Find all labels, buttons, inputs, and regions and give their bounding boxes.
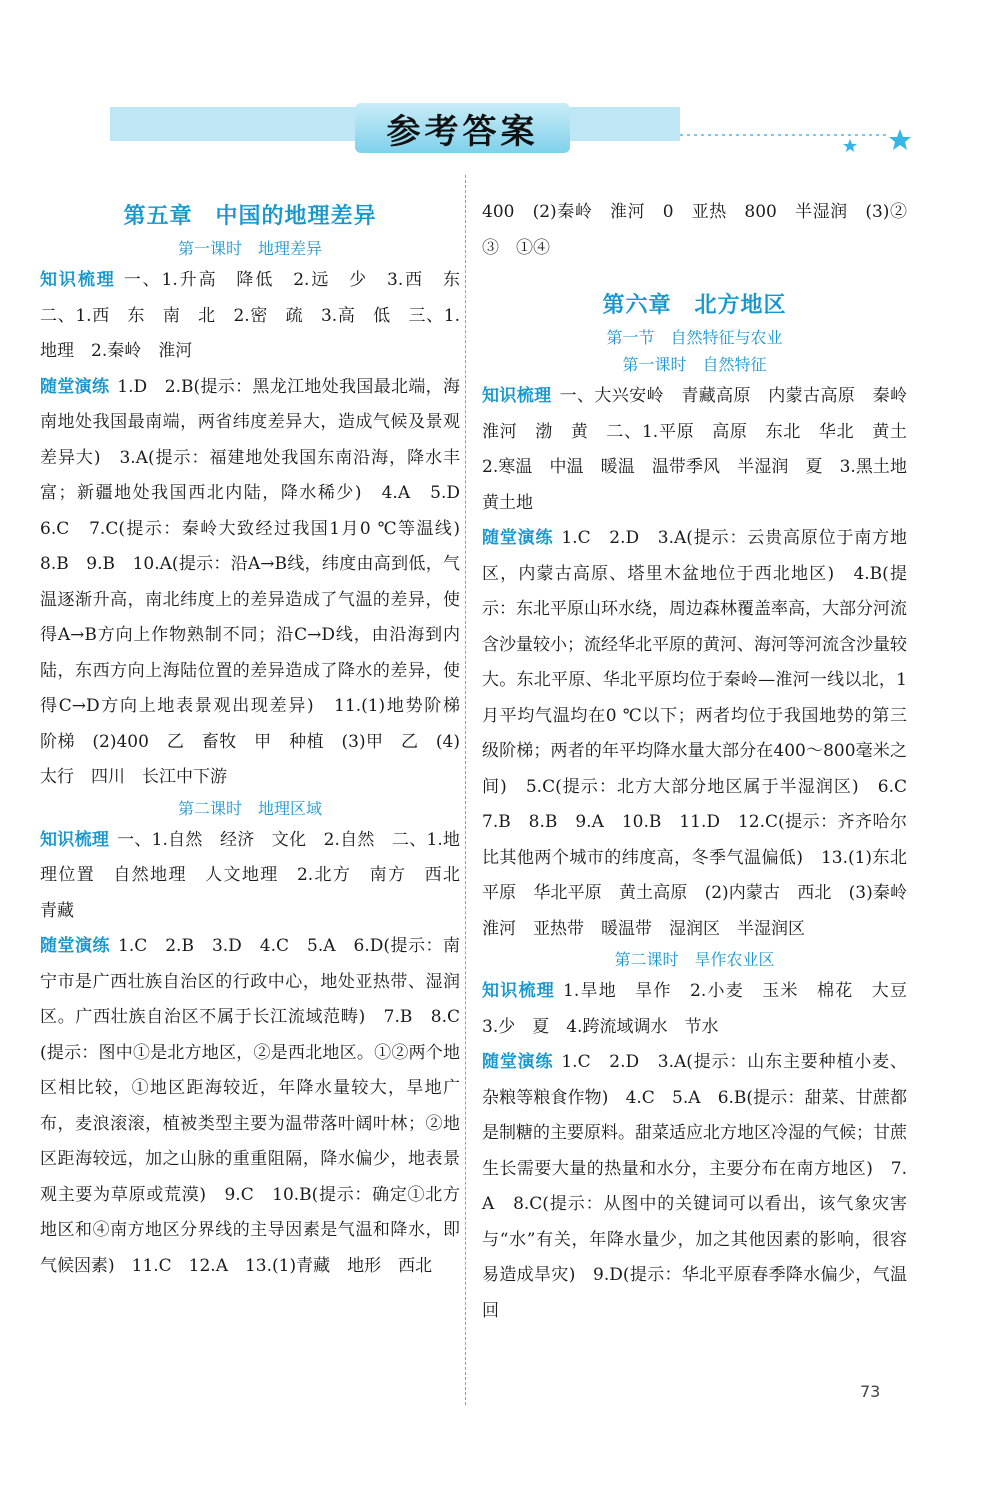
- knowledge-block: [482, 974, 924, 1045]
- section-title: 第一节 自然特征与农业: [606, 328, 783, 347]
- knowledge-block: [40, 823, 477, 930]
- lesson-title: 第一课时 自然特征: [622, 355, 767, 374]
- continued-text: 400 (2)秦岭 淮河 0 亚热 800 半湿润 (3)②③ ①④: [482, 202, 907, 258]
- knowledge-text: 一、1.升高 降低 2.远 少 3.西 东 二、1.西 东 南 北 2.密 疏 3.高 低 三、1.地理 2.秦岭 淮河: [40, 270, 477, 361]
- lesson-title: 第二课时 地理区域: [177, 798, 322, 818]
- knowledge-text: 1.旱地 旱作 2.小麦 玉米 棉花 大豆 3.少 夏 4.跨流域调水 节水: [482, 981, 924, 1037]
- practice-block: [482, 521, 924, 947]
- knowledge-text: 一、1.自然 经济 文化 2.自然 二、1.地理位置 自然地理 人文地理 2.北方 南方 西北 青藏: [40, 829, 477, 921]
- practice-tag: 随堂演练: [482, 1052, 554, 1072]
- chapter-6-title: 第六章 北方地区: [602, 293, 787, 318]
- knowledge-tag: 知识梳理: [40, 829, 110, 850]
- knowledge-text: 一、大兴安岭 青藏高原 内蒙古高原 秦岭 淮河 渤 黄 二、1.平原 高原 东北 华北 黄土 2.寒温 中温 暖温 温带季风 半湿润 夏 3.黑土地 黄土地: [482, 386, 925, 513]
- left-column: [40, 195, 477, 1284]
- column-divider: [465, 175, 466, 1405]
- practice-text: 1.D 2.B(提示：黑龙江地处我国最北端，海南地处我国最南端，两省纬度差异大，造成气候及景观差异大) 3.A(提示：福建地处我国东南沿海，降水丰富；新疆地处我国西北内陆，降水稀少) 4.A 5.D 6.C 7.C(提示：秦岭大致经过我国1月0 ℃等温线) 8.B 9.B 10.A(提示：沿A→B线，纬度由高到低，气温逐渐升高，南北纬度上的差异造成了气温的差异，使得A→B方向上作物熟制不同；沿C→D线，由沿海到内陆，东西方向上海陆位置的差异造成了降水的差异，使得C→D方向上地表景观出现差异) 11.(1)地势阶梯 阶梯 (2)400 乙 畜牧 甲 种植 (3)甲 乙 (4)太行 四川 长江中下游: [40, 376, 477, 787]
- practice-tag: 随堂演练: [40, 376, 110, 397]
- practice-text: 1.C 2.D 3.A(提示：云贵高原位于南方地区，内蒙古高原、塔里木盆地位于西北地区) 4.B(提示：东北平原山环水绕，周边森林覆盖率高，大部分河流含沙量较小；流经华北平原的黄河、海河等河流含沙量较大。东北平原、华北平原均位于秦岭—淮河一线以北，1月平均气温均在0 ℃以下；两者均位于我国地势的第三级阶梯；两者的年平均降水量大部分在400～800毫米之间) 5.C(提示：北方大部分地区属于半湿润区) 6.C 7.B 8.B 9.A 10.B 11.D 12.C(提示：齐齐哈尔比其他两个城市的纬度高，冬季气温偏低) 13.(1)东北平原 华北平原 黄土高原 (2)内蒙古 西北 (3)秦岭 淮河 亚热带 暖温带 湿润区 半湿润区: [482, 528, 924, 939]
- practice-block: [40, 370, 477, 796]
- knowledge-tag: 知识梳理: [482, 386, 552, 406]
- knowledge-tag: 知识梳理: [40, 270, 116, 290]
- right-column: [482, 195, 925, 1329]
- chapter-5-title: 第五章 中国的地理差异: [123, 204, 377, 229]
- knowledge-tag: 知识梳理: [482, 981, 556, 1001]
- page-number: 73: [860, 1382, 881, 1401]
- knowledge-block: [482, 379, 925, 521]
- practice-block: [482, 1045, 907, 1329]
- practice-text: 1.C 2.B 3.D 4.C 5.A 6.D(提示：南宁市是广西壮族自治区的行政中心，地处亚热带、湿润区。广西壮族自治区不属于长江流域范畴) 7.B 8.C(提示：图中①是北方地区，②是西北地区。①②两个地区相比较，①地区距海较近，年降水量较大，旱地广布，麦浪滚滚，植被类型主要为温带落叶阔叶林；②地区距海较远，加之山脉的重重阻隔，降水偏少，地表景观主要为草原或荒漠) 9.C 10.B(提示：确定①北方地区和④南方地区分界线的主导因素是气温和降水，即气候因素) 11.C 12.A 13.(1)青藏 地形 西北: [40, 936, 460, 1276]
- lesson-title: 第二课时 旱作农业区: [614, 950, 775, 969]
- practice-text: 1.C 2.D 3.A(提示：山东主要种植小麦、杂粮等粮食作物) 4.C 5.A 6.B(提示：甜菜、甘蔗都是制糖的主要原料。甜菜适应北方地区冷湿的气候；甘蔗生长需要大量的热量和水分，主要分布在南方地区) 7.A 8.C(提示：从图中的关键词可以看出，该气象灾害与“水”有关，年降水量少，加之其他因素的影响，很容易造成旱灾) 9.D(提示：华北平原春季降水偏少，气温回: [482, 1052, 907, 1321]
- practice-tag: 随堂演练: [40, 936, 110, 956]
- page-title: 参考答案: [355, 103, 570, 153]
- lesson-title: 第一课时 地理差异: [177, 239, 322, 258]
- practice-tag: 随堂演练: [482, 528, 554, 548]
- practice-block: [40, 929, 460, 1284]
- knowledge-block: [40, 263, 477, 370]
